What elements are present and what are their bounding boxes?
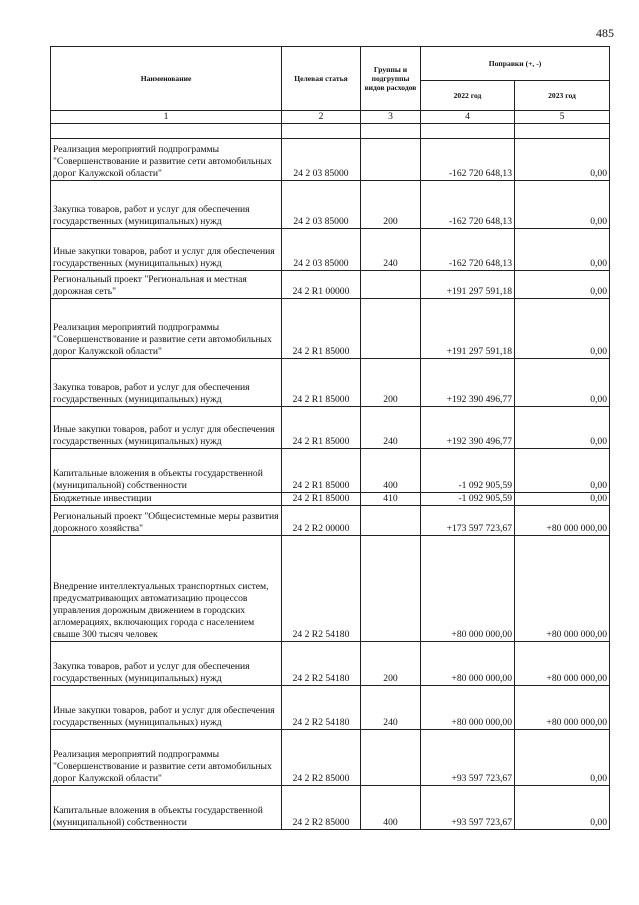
table-row [51, 181, 610, 229]
table-row [51, 786, 610, 830]
table-row [51, 493, 610, 506]
table-row [51, 139, 610, 181]
row-expense-group [361, 506, 421, 536]
row-amount-2023: +80 000 000,00 [515, 536, 610, 642]
row-expense-group [361, 271, 421, 299]
row-name: Закупка товаров, работ и услуг для обеспечения государственных (муниципальных) нужд [51, 642, 282, 686]
row-amount-2022: -1 092 905,59 [421, 449, 515, 493]
table-row [51, 271, 610, 299]
row-expense-group [361, 536, 421, 642]
column-number: 2 [282, 111, 361, 124]
row-amount-2023: 0,00 [515, 730, 610, 786]
column-number: 3 [361, 111, 421, 124]
table-row [51, 407, 610, 449]
row-name: Иные закупки товаров, работ и услуг для обеспечения государственных (муниципальных) нужд [51, 229, 282, 271]
row-amount-2023: 0,00 [515, 139, 610, 181]
row-amount-2023: 0,00 [515, 407, 610, 449]
row-amount-2022: +80 000 000,00 [421, 686, 515, 730]
table-row [51, 686, 610, 730]
row-target-article: 24 2 R1 85000 [282, 407, 361, 449]
row-target-article: 24 2 R1 85000 [282, 493, 361, 506]
row-target-article: 24 2 R2 54180 [282, 536, 361, 642]
row-amount-2023: 0,00 [515, 449, 610, 493]
budget-amendments-table [50, 46, 610, 830]
header-name: Наименование [51, 47, 282, 111]
row-name: Региональный проект "Региональная и местная дорожная сеть" [51, 271, 282, 299]
header-amendments: Поправки (+, -) [421, 47, 610, 81]
row-expense-group: 200 [361, 642, 421, 686]
column-number: 5 [515, 111, 610, 124]
row-amount-2022: +192 390 496,77 [421, 359, 515, 407]
row-target-article: 24 2 R2 00000 [282, 506, 361, 536]
row-amount-2022: +80 000 000,00 [421, 642, 515, 686]
column-number: 1 [51, 111, 282, 124]
row-amount-2022: +191 297 591,18 [421, 271, 515, 299]
row-amount-2023: 0,00 [515, 271, 610, 299]
row-target-article: 24 2 R1 85000 [282, 449, 361, 493]
row-name: Капитальные вложения в объекты государственной (муниципальной) собственности [51, 449, 282, 493]
table-row [51, 730, 610, 786]
header-year-2022: 2022 год [421, 81, 515, 111]
row-name: Реализация мероприятий подпрограммы "Совершенствование и развитие сети автомобильных дорог Калужской области" [51, 299, 282, 359]
row-expense-group: 400 [361, 449, 421, 493]
column-numbers-row [51, 111, 610, 124]
row-amount-2022: +173 597 723,67 [421, 506, 515, 536]
row-expense-group [361, 299, 421, 359]
row-name: Бюджетные инвестиции [51, 493, 282, 506]
spacer-row [51, 124, 610, 139]
row-amount-2023: +80 000 000,00 [515, 642, 610, 686]
header-expense-groups: Группы и подгруппы видов расходов [361, 47, 421, 111]
row-amount-2023: 0,00 [515, 181, 610, 229]
row-amount-2022: +93 597 723,67 [421, 730, 515, 786]
row-expense-group: 200 [361, 359, 421, 407]
row-target-article: 24 2 R2 54180 [282, 686, 361, 730]
row-expense-group: 240 [361, 407, 421, 449]
row-expense-group: 200 [361, 181, 421, 229]
row-name: Закупка товаров, работ и услуг для обеспечения государственных (муниципальных) нужд [51, 181, 282, 229]
row-name: Реализация мероприятий подпрограммы "Совершенствование и развитие сети автомобильных дорог Калужской области" [51, 730, 282, 786]
table-row [51, 299, 610, 359]
column-number: 4 [421, 111, 515, 124]
row-target-article: 24 2 R2 54180 [282, 642, 361, 686]
row-amount-2023: +80 000 000,00 [515, 506, 610, 536]
row-name: Закупка товаров, работ и услуг для обеспечения государственных (муниципальных) нужд [51, 359, 282, 407]
row-amount-2022: +192 390 496,77 [421, 407, 515, 449]
row-expense-group: 240 [361, 229, 421, 271]
row-target-article: 24 2 03 85000 [282, 229, 361, 271]
row-target-article: 24 2 03 85000 [282, 181, 361, 229]
row-amount-2022: -162 720 648,13 [421, 229, 515, 271]
row-amount-2022: +93 597 723,67 [421, 786, 515, 830]
page-number: 485 [596, 26, 614, 40]
row-target-article: 24 2 R1 00000 [282, 271, 361, 299]
row-amount-2022: +80 000 000,00 [421, 536, 515, 642]
row-name: Реализация мероприятий подпрограммы "Совершенствование и развитие сети автомобильных дорог Калужской области" [51, 139, 282, 181]
row-amount-2023: 0,00 [515, 493, 610, 506]
row-amount-2023: 0,00 [515, 229, 610, 271]
row-amount-2023: 0,00 [515, 786, 610, 830]
row-amount-2023: 0,00 [515, 299, 610, 359]
row-target-article: 24 2 R1 85000 [282, 299, 361, 359]
row-target-article: 24 2 R2 85000 [282, 730, 361, 786]
row-expense-group: 240 [361, 686, 421, 730]
table-row [51, 642, 610, 686]
row-name: Региональный проект "Общесистемные меры развития дорожного хозяйства" [51, 506, 282, 536]
row-target-article: 24 2 R1 85000 [282, 359, 361, 407]
header-target-article: Целевая статья [282, 47, 361, 111]
table-row [51, 229, 610, 271]
row-expense-group: 400 [361, 786, 421, 830]
row-expense-group [361, 139, 421, 181]
row-amount-2022: -162 720 648,13 [421, 139, 515, 181]
row-amount-2023: +80 000 000,00 [515, 686, 610, 730]
row-name: Капитальные вложения в объекты государственной (муниципальной) собственности [51, 786, 282, 830]
row-expense-group [361, 730, 421, 786]
row-expense-group: 410 [361, 493, 421, 506]
row-name: Иные закупки товаров, работ и услуг для обеспечения государственных (муниципальных) нужд [51, 407, 282, 449]
row-amount-2022: -162 720 648,13 [421, 181, 515, 229]
row-amount-2022: +191 297 591,18 [421, 299, 515, 359]
header-year-2023: 2023 год [515, 81, 610, 111]
row-amount-2023: 0,00 [515, 359, 610, 407]
row-target-article: 24 2 R2 85000 [282, 786, 361, 830]
row-target-article: 24 2 03 85000 [282, 139, 361, 181]
table-row [51, 449, 610, 493]
table-row [51, 536, 610, 642]
row-amount-2022: -1 092 905,59 [421, 493, 515, 506]
table-row [51, 506, 610, 536]
table-row [51, 359, 610, 407]
row-name: Внедрение интеллектуальных транспортных систем, предусматривающих автоматизацию процессов управления дорожным движением в городских агломерациях, включающих города с населением свыше 300 тысяч человек [51, 536, 282, 642]
row-name: Иные закупки товаров, работ и услуг для обеспечения государственных (муниципальных) нужд [51, 686, 282, 730]
